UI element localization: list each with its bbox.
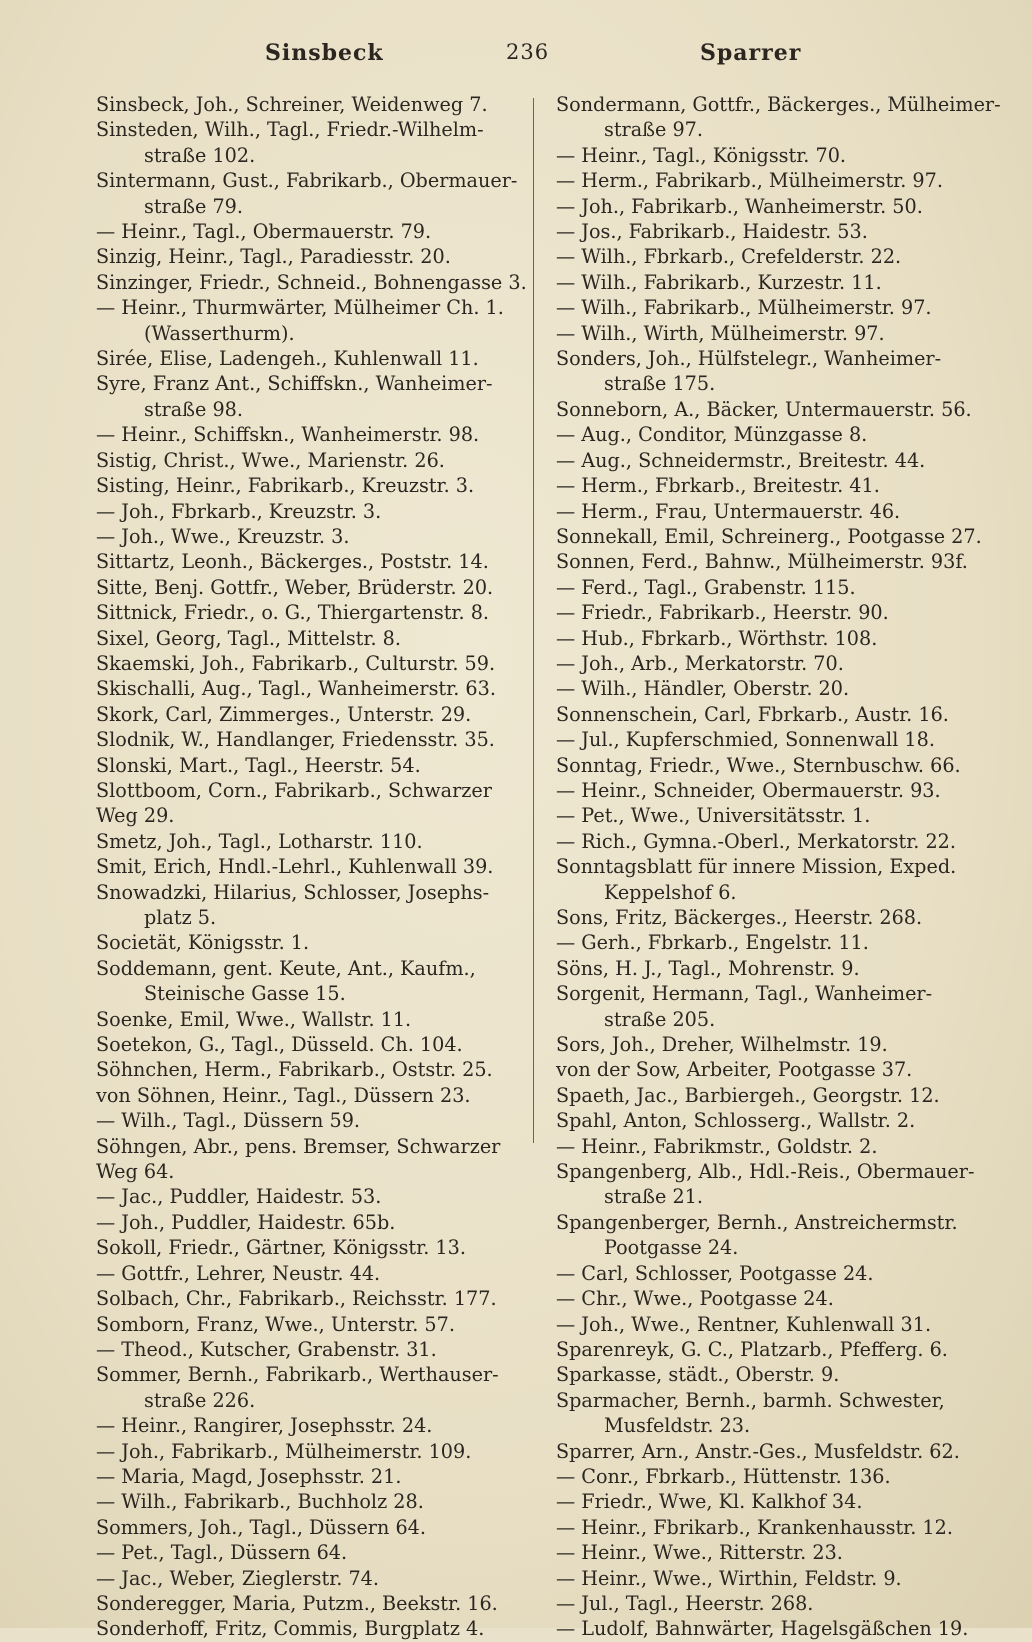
directory-entry: — Joh., Arb., Merkatorstr. 70. <box>556 651 844 675</box>
directory-entry: Söhngen, Abr., pens. Bremser, Schwarzer <box>96 1134 501 1158</box>
directory-entry: Slonski, Mart., Tagl., Heerstr. 54. <box>96 753 421 777</box>
column-divider <box>533 98 534 1143</box>
directory-entry: — Heinr., Tagl., Obermauerstr. 79. <box>96 220 432 244</box>
directory-entry: — Jul., Kupferschmied, Sonnenwall 18. <box>556 728 935 752</box>
directory-entry: Skischalli, Aug., Tagl., Wanheimerstr. 63. <box>96 677 496 701</box>
directory-entry: Sommer, Bernh., Fabrikarb., Werthauser- <box>96 1363 499 1387</box>
directory-entry: Sors, Joh., Dreher, Wilhelmstr. 19. <box>556 1033 888 1057</box>
left-column <box>96 92 526 1642</box>
directory-entry: Sonntagsblatt für innere Mission, Exped. <box>556 855 957 879</box>
directory-entry-continuation: straße 79. <box>144 194 243 218</box>
directory-entry: — Wilh., Fabrikarb., Kurzestr. 11. <box>556 270 882 294</box>
directory-entry: Slottboom, Corn., Fabrikarb., Schwarzer <box>96 778 492 802</box>
directory-entry: Spangenberg, Alb., Hdl.-Reis., Obermauer- <box>556 1160 975 1184</box>
directory-entry: — Chr., Wwe., Pootgasse 24. <box>556 1287 834 1311</box>
directory-entry: — Maria, Magd, Josephsstr. 21. <box>96 1464 402 1488</box>
directory-entry: — Hub., Fbrkarb., Wörthstr. 108. <box>556 626 878 650</box>
directory-entry: Spangenberger, Bernh., Anstreichermstr. <box>556 1210 958 1234</box>
directory-entry: Sonntag, Friedr., Wwe., Sternbuschw. 66. <box>556 753 961 777</box>
directory-entry-continuation: Steinische Gasse 15. <box>144 982 346 1006</box>
directory-entry: — Wilh., Händler, Oberstr. 20. <box>556 677 850 701</box>
directory-entry: Sinsbeck, Joh., Schreiner, Weidenweg 7. <box>96 93 488 116</box>
directory-entry: Sonneborn, A., Bäcker, Untermauerstr. 56. <box>556 397 972 421</box>
directory-entry: Sommers, Joh., Tagl., Düssern 64. <box>96 1515 426 1539</box>
directory-entry: Syre, Franz Ant., Schiffskn., Wanheimer- <box>96 372 493 396</box>
directory-entry: Smetz, Joh., Tagl., Lotharstr. 110. <box>96 829 423 853</box>
directory-entry: Sparkasse, städt., Oberstr. 9. <box>556 1363 840 1387</box>
directory-entry: — Jac., Puddler, Haidestr. 53. <box>96 1185 382 1209</box>
directory-entry: Sinzig, Heinr., Tagl., Paradiesstr. 20. <box>96 245 451 269</box>
directory-entry: Spaeth, Jac., Barbiergeh., Georgstr. 12. <box>556 1083 940 1107</box>
directory-entry: Soddemann, gent. Keute, Ant., Kaufm., <box>96 956 476 980</box>
directory-entry: — Pet., Wwe., Universitätsstr. 1. <box>556 804 871 828</box>
directory-entry: Sonderegger, Maria, Putzm., Beekstr. 16. <box>96 1591 498 1615</box>
directory-entry: Societät, Königsstr. 1. <box>96 931 310 955</box>
directory-entry: — Wilh., Fbrkarb., Crefelderstr. 22. <box>556 245 902 269</box>
directory-entry: Skaemski, Joh., Fabrikarb., Culturstr. 59. <box>96 651 496 675</box>
directory-entry: — Pet., Tagl., Düssern 64. <box>96 1541 348 1565</box>
directory-entry: Söns, H. J., Tagl., Mohrenstr. 9. <box>556 956 860 980</box>
directory-entry: Sorgenit, Hermann, Tagl., Wanheimer- <box>556 982 933 1006</box>
directory-entry-continuation: straße 98. <box>144 397 243 421</box>
directory-entry: — Heinr., Wwe., Wirthin, Feldstr. 9. <box>556 1566 902 1590</box>
directory-entry: — Herm., Fbrkarb., Breitestr. 41. <box>556 474 880 498</box>
directory-entry: — Heinr., Schneider, Obermauerstr. 93. <box>556 778 941 802</box>
directory-entry: Sparmacher, Bernh., barmh. Schwester, <box>556 1388 945 1412</box>
directory-entry-continuation: straße 21. <box>604 1185 703 1209</box>
directory-entry: Soenke, Emil, Wwe., Wallstr. 11. <box>96 1007 412 1031</box>
directory-entry: Sons, Fritz, Bäckerges., Heerstr. 268. <box>556 906 923 929</box>
directory-entry: — Jac., Weber, Zieglerstr. 74. <box>96 1566 379 1590</box>
directory-entry: — Joh., Wwe., Rentner, Kuhlenwall 31. <box>556 1312 932 1336</box>
directory-entry: Sinsteden, Wilh., Tagl., Friedr.-Wilhelm- <box>96 118 484 142</box>
directory-entry: Sistig, Christ., Wwe., Marienstr. 26. <box>96 448 445 472</box>
directory-entry: — Aug., Schneidermstr., Breitestr. 44. <box>556 448 926 472</box>
directory-entry: — Heinr., Fbrikarb., Krankenhausstr. 12. <box>556 1515 953 1539</box>
directory-entry: — Aug., Conditor, Münzgasse 8. <box>556 423 868 447</box>
directory-entry: Weg 29. <box>96 804 175 828</box>
directory-entry-continuation: straße 205. <box>604 1007 716 1031</box>
directory-entry: Sisting, Heinr., Fabrikarb., Kreuzstr. 3. <box>96 474 475 498</box>
directory-entry-continuation: platz 5. <box>144 906 217 929</box>
directory-entry: Solbach, Chr., Fabrikarb., Reichsstr. 177. <box>96 1287 497 1311</box>
directory-entry: — Herm., Fabrikarb., Mülheimerstr. 97. <box>556 169 943 193</box>
directory-entry: Skork, Carl, Zimmerges., Unterstr. 29. <box>96 702 472 726</box>
directory-entry: — Conr., Fbrkarb., Hüttenstr. 136. <box>556 1464 891 1488</box>
directory-entry-continuation: straße 226. <box>144 1388 256 1412</box>
directory-entry: — Friedr., Wwe, Kl. Kalkhof 34. <box>556 1490 863 1514</box>
directory-entry: Sonders, Joh., Hülfstelegr., Wanheimer- <box>556 347 942 371</box>
directory-entry: — Ludolf, Bahnwärter, Hagelsgäßchen 19. <box>556 1617 969 1641</box>
directory-entry: — Joh., Fabrikarb., Wanheimerstr. 50. <box>556 194 923 218</box>
directory-entry: — Heinr., Schiffskn., Wanheimerstr. 98. <box>96 423 480 447</box>
directory-entry: — Herm., Frau, Untermauerstr. 46. <box>556 499 901 523</box>
directory-entry: Sonderhoff, Fritz, Commis, Burgplatz 4. <box>96 1617 485 1641</box>
directory-entry: — Wilh., Tagl., Düssern 59. <box>96 1109 360 1133</box>
directory-entry: — Rich., Gymna.-Oberl., Merkatorstr. 22. <box>556 829 956 853</box>
directory-entry: Slodnik, W., Handlanger, Friedensstr. 35. <box>96 728 495 752</box>
directory-entry-continuation: Keppelshof 6. <box>604 880 737 904</box>
directory-entry: — Jul., Tagl., Heerstr. 268. <box>556 1591 814 1615</box>
directory-entry: Sparenreyk, G. C., Platzarb., Pfefferg. 6. <box>556 1337 948 1361</box>
directory-entry: von Söhnen, Heinr., Tagl., Düssern 23. <box>96 1083 471 1107</box>
directory-entry: Sitte, Benj. Gottfr., Weber, Brüderstr. 20. <box>96 575 494 599</box>
directory-entry: Spahl, Anton, Schlosserg., Wallstr. 2. <box>556 1109 916 1133</box>
directory-entry: Sittnick, Friedr., o. G., Thiergartenstr. 8. <box>96 601 490 625</box>
directory-entry: Soetekon, G., Tagl., Düsseld. Ch. 104. <box>96 1033 463 1057</box>
directory-entry: Sixel, Georg, Tagl., Mittelstr. 8. <box>96 626 401 650</box>
directory-entry: — Heinr., Wwe., Ritterstr. 23. <box>556 1541 843 1565</box>
directory-entry: Sonnenschein, Carl, Fbrkarb., Austr. 16. <box>556 702 949 726</box>
directory-entry: — Heinr., Fabrikmstr., Goldstr. 2. <box>556 1134 878 1158</box>
directory-entry: Sonnen, Ferd., Bahnw., Mülheimerstr. 93f. <box>556 550 968 574</box>
directory-entry-continuation: straße 97. <box>604 118 703 142</box>
directory-entry: — Gerh., Fbrkarb., Engelstr. 11. <box>556 931 869 955</box>
directory-entry: — Theod., Kutscher, Grabenstr. 31. <box>96 1337 437 1361</box>
directory-entry-continuation: straße 102. <box>144 143 256 167</box>
directory-entry: Sintermann, Gust., Fabrikarb., Obermauer- <box>96 169 518 193</box>
directory-entry-continuation: (Wasserthurm). <box>144 321 295 345</box>
directory-entry: Sokoll, Friedr., Gärtner, Königsstr. 13. <box>96 1236 466 1260</box>
directory-entry: Söhnchen, Herm., Fabrikarb., Oststr. 25. <box>96 1058 493 1082</box>
directory-entry: — Heinr., Tagl., Königsstr. 70. <box>556 143 847 167</box>
directory-entry: — Ferd., Tagl., Grabenstr. 115. <box>556 575 856 599</box>
directory-entry: Sirée, Elise, Ladengeh., Kuhlenwall 11. <box>96 347 479 371</box>
header-left-keyword: Sinsbeck <box>265 40 384 66</box>
directory-entry: — Heinr., Rangirer, Josephsstr. 24. <box>96 1414 433 1438</box>
directory-entry: — Joh., Wwe., Kreuzstr. 3. <box>96 524 350 548</box>
directory-entry: Sparrer, Arn., Anstr.-Ges., Musfeldstr. 62. <box>556 1439 960 1463</box>
directory-entry: — Gottfr., Lehrer, Neustr. 44. <box>96 1261 381 1285</box>
directory-entry: Smit, Erich, Hndl.-Lehrl., Kuhlenwall 39. <box>96 855 494 879</box>
directory-entry: — Wilh., Wirth, Mülheimerstr. 97. <box>556 321 885 345</box>
directory-entry: Sittartz, Leonh., Bäckerges., Poststr. 14. <box>96 550 489 574</box>
directory-entry: — Wilh., Fabrikarb., Buchholz 28. <box>96 1490 424 1514</box>
right-column <box>556 92 1001 1642</box>
directory-entry: Weg 64. <box>96 1160 175 1184</box>
directory-entry: von der Sow, Arbeiter, Pootgasse 37. <box>556 1058 913 1082</box>
directory-entry: — Heinr., Thurmwärter, Mülheimer Ch. 1. <box>96 296 504 320</box>
directory-entry: Somborn, Franz, Wwe., Unterstr. 57. <box>96 1312 455 1336</box>
directory-entry: Sondermann, Gottfr., Bäckerges., Mülheimer- <box>556 93 1001 116</box>
directory-entry: — Jos., Fabrikarb., Haidestr. 53. <box>556 220 868 244</box>
directory-entry-continuation: Pootgasse 24. <box>604 1236 739 1260</box>
directory-entry-continuation: Musfeldstr. 23. <box>604 1414 751 1438</box>
directory-entry: Sinzinger, Friedr., Schneid., Bohnengasse 3. <box>96 270 527 294</box>
header-right-keyword: Sparrer <box>700 40 802 66</box>
directory-entry: — Carl, Schlosser, Pootgasse 24. <box>556 1261 874 1285</box>
directory-entry-continuation: straße 175. <box>604 372 716 396</box>
directory-entry: — Wilh., Fabrikarb., Mülheimerstr. 97. <box>556 296 932 320</box>
page-number: 236 <box>506 40 550 64</box>
directory-entry: — Joh., Fabrikarb., Mülheimerstr. 109. <box>96 1439 472 1463</box>
directory-entry: — Friedr., Fabrikarb., Heerstr. 90. <box>556 601 889 625</box>
page-header <box>0 40 1032 80</box>
directory-entry: — Joh., Fbrkarb., Kreuzstr. 3. <box>96 499 382 523</box>
directory-entry: Snowadzki, Hilarius, Schlosser, Josephs- <box>96 880 490 904</box>
directory-entry: — Joh., Puddler, Haidestr. 65b. <box>96 1210 396 1234</box>
directory-entry: Sonnekall, Emil, Schreinerg., Pootgasse 27. <box>556 524 982 548</box>
